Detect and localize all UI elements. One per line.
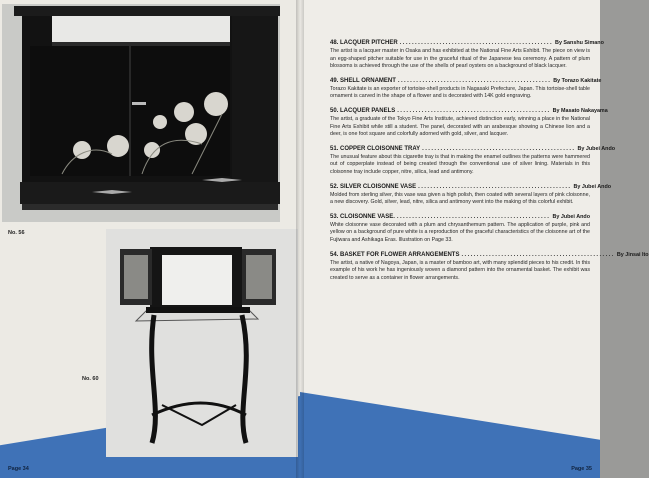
- entry-artist: By Jinsai Ito: [616, 251, 649, 258]
- catalog-entry: 50. LACQUER PANELS .................................................. By Masato Nakayama The artist, a graduate of the Tokyo Fine Arts Institute, achieved distinction early, winning a place in the National Fine Arts Exhibit while still a student. The panel, decorated with an arabesque showing a Chinese lion and a deer, is one foot square and colorfully adorned with gold, silver, and lacquer.: [330, 107, 608, 138]
- entry-title: 53. CLOISONNE VASE.: [330, 213, 395, 220]
- catalog-entries: [330, 40, 649, 289]
- entry-title: 50. LACQUER PANELS: [330, 107, 396, 114]
- page-number-left: Page 34: [8, 466, 29, 472]
- catalog-entry: 49. SHELL ORNAMENT .................................................. By Torazo Kakitate Torazo Kakitate is an exporter of tortoise-shell products in Nagasaki Prefecture, Japan. This tortoise-shell table ornament is carved in the shape of a flower and is decorated with 14K gold engraving.: [330, 77, 602, 100]
- left-page: [0, 0, 300, 478]
- catalog-entry: 54. BASKET FOR FLOWER ARRANGEMENTS .................................................. By Jinsai Ito The artist, a native of Nagoya, Japan, is a master of bamboo art, with many splendid pieces to his credit. In this example of his work he has ingeniously woven a diamond pattern into the ornamental basket. The exhibit was created to serve as a container in flower arrangements.: [330, 251, 649, 281]
- entry-artist: By Torazo Kakitate: [553, 77, 602, 84]
- entry-description: Torazo Kakitate is an exporter of tortoise-shell products in Nagasaki Prefecture, Japan. This tortoise-shell table ornament is carved in the shape of a flower and is decorated with 14K gold engraving.: [330, 85, 590, 100]
- entry-description: The artist is a lacquer master in Osaka and has exhibited at the National Fine Arts Exhibit. The piece on view is an egg-shaped pitcher suitable for use in the graceful ritual of the Japanese tea ceremony. A pattern of plum blossoms is achieved through the use of the shells of pearl oysters on a background of black lacquer.: [330, 48, 590, 70]
- entry-title: 52. SILVER CLOISONNE VASE: [330, 183, 417, 190]
- entry-description: Molded from sterling silver, this vase was given a high polish, then coated with several layers of pink cloisonne, a new discovery. Gold, silver, lead, nitre, silica and antimony went into the making of this colorful exhibit.: [330, 191, 590, 206]
- entry-description: The artist, a native of Nagoya, Japan, is a master of bamboo art, with many splendid pieces to his credit. In this example of his work he has ingeniously woven a diamond pattern into the ornamental basket. The exhibit was created to serve as a container in flower arrangements.: [330, 259, 590, 281]
- book-gutter: [296, 0, 304, 478]
- entry-artist: By Jubei Ando: [573, 183, 612, 190]
- catalog-entry: 52. SILVER CLOISONNE VASE .................................................. By Jubei Ando Molded from sterling silver, this vase was given a high polish, then coated with several layers of pink cloisonne, a new discovery. Gold, silver, lead, nitre, silica and antimony went into the making of this colorful exhibit.: [330, 183, 612, 206]
- catalog-entry: 48. LACQUER PITCHER .................................................. By Sanshu Simano The artist is a lacquer master in Osaka and has exhibited at the National Fine Arts Exhibit. The piece on view is an egg-shaped pitcher suitable for use in the graceful ritual of the Japanese tea ceremony. A pattern of plum blossoms is achieved through the use of the shells of pearl oysters on a background of black lacquer.: [330, 40, 604, 70]
- entry-artist: By Jubei Ando: [552, 213, 590, 220]
- entry-description: White cloisonne vase decorated with a plum and chrysanthemum pattern. The application of purple, pink and yellow on a background of pure white is a reproduction of the graceful characteristics of the cloisonne art of the Fujiwara and Ashikaga Eras. Illustration on Page 33.: [330, 221, 590, 243]
- page-number-right: Page 35: [571, 466, 592, 472]
- caption-no-60: No. 60: [82, 376, 99, 382]
- entry-artist: By Masato Nakayama: [552, 107, 608, 114]
- entry-title: 49. SHELL ORNAMENT: [330, 77, 396, 84]
- catalog-entry: 53. CLOISONNE VASE. .................................................. By Jubei Ando White cloisonne vase decorated with a plum and chrysanthemum pattern. The application of purple, pink and yellow on a background of pure white is a reproduction of the graceful characteristics of the cloisonne art of the Fujiwara and Ashikaga Eras. Illustration on Page 33.: [330, 213, 590, 243]
- entry-artist: By Sanshu Simano: [555, 40, 604, 46]
- caption-no-56: No. 56: [8, 230, 25, 236]
- entry-description: The unusual feature about this cigarette tray is that in making the enamel outlines the patterns were hammered out of copperplate instead of being created through the conventional use of silver lining. Materials in this cloisonne tray include copper, nitre, silica, lead and antimony.: [330, 153, 590, 175]
- right-page: [300, 0, 649, 478]
- entry-artist: By Jubei Ando: [577, 145, 616, 152]
- entry-description: The artist, a graduate of the Tokyo Fine Arts Institute, achieved distinction early, winning a place in the National Fine Arts Exhibit while still a student. The panel, decorated with an arabesque showing a Chinese lion and a deer, is one foot square and colorfully adorned with gold, silver, and lacquer.: [330, 115, 590, 138]
- entry-title: 54. BASKET FOR FLOWER ARRANGEMENTS: [330, 251, 460, 258]
- entry-title: 51. COPPER CLOISONNE TRAY: [330, 145, 421, 152]
- catalog-entry: 51. COPPER CLOISONNE TRAY .................................................. By Jubei Ando The unusual feature about this cigarette tray is that in making the enamel outlines the patterns were hammered out of copperplate instead of being created through the conventional use of silver lining. Materials in this cloisonne tray include copper, nitre, silica, lead and antimony.: [330, 145, 616, 175]
- lacquer-cabinet-photo: [2, 4, 280, 222]
- writing-cabinet-photo: [106, 229, 298, 457]
- entry-title: 48. LACQUER PITCHER: [330, 40, 398, 46]
